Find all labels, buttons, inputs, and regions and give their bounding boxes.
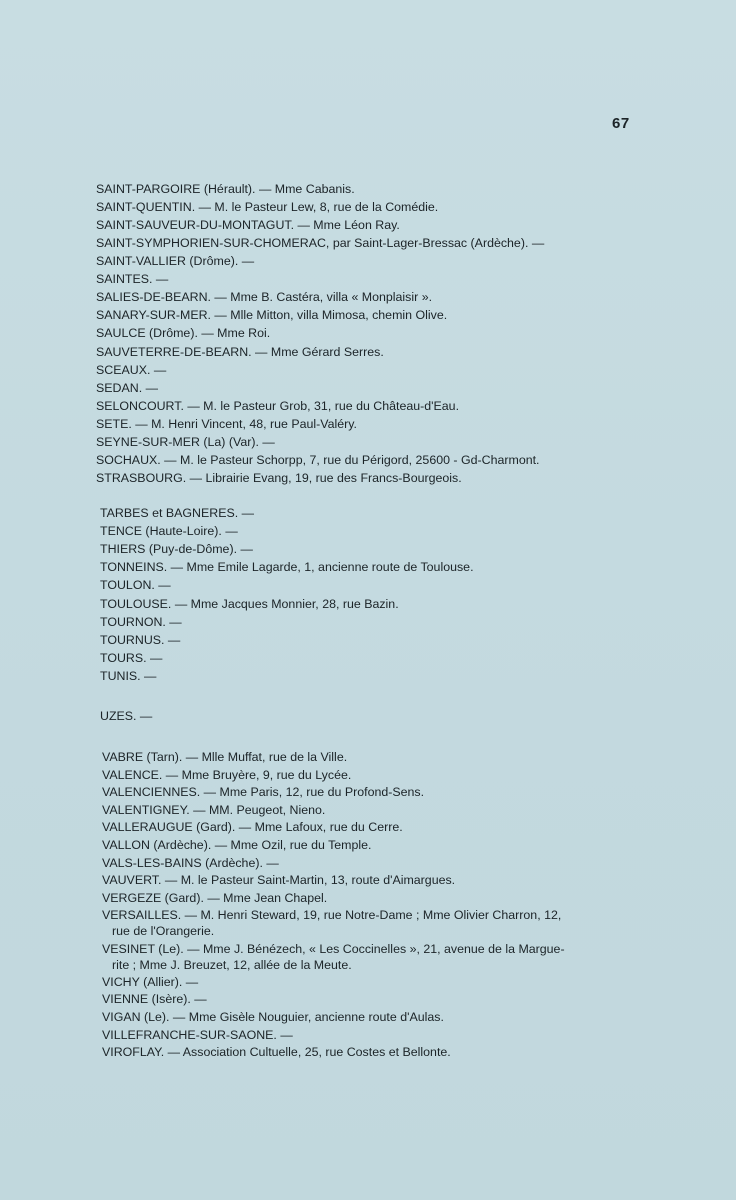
directory-entry: [0, 974, 736, 990]
directory-entry: [0, 614, 736, 630]
directory-entry: [0, 819, 736, 835]
entry-text: VICHY (Allier). —: [102, 974, 199, 989]
directory-entry: [0, 802, 736, 818]
directory-entry: [0, 596, 736, 612]
entry-text: VERGEZE (Gard). — Mme Jean Chapel.: [102, 890, 328, 905]
directory-entry: [0, 434, 736, 450]
directory-entry: [0, 784, 736, 800]
entry-text: SAINT-QUENTIN. — M. le Pasteur Lew, 8, rue de la Comédie.: [96, 200, 439, 215]
directory-entry: [0, 380, 736, 396]
directory-entry: [0, 523, 736, 539]
entry-text: VABRE (Tarn). — Mlle Muffat, rue de la Ville.: [102, 750, 348, 764]
directory-entry: [0, 541, 736, 557]
entry-text: VIROFLAY. — Association Cultuelle, 25, rue Costes et Bellonte.: [102, 1045, 451, 1060]
page-number: 67: [612, 115, 630, 132]
entry-text: VAUVERT. — M. le Pasteur Saint-Martin, 13, route d'Aimargues.: [102, 873, 456, 888]
directory-entry: [0, 1044, 736, 1060]
entry-text: VIENNE (Isère). —: [102, 992, 207, 1007]
directory-entry: [0, 941, 736, 973]
directory-entry: [0, 199, 736, 215]
entry-text: SAINT-SAUVEUR-DU-MONTAGUT. — Mme Léon Ray.: [96, 218, 400, 233]
entry-text: TUNIS. —: [100, 668, 157, 683]
entry-text: STRASBOURG. — Librairie Evang, 19, rue des Francs-Bourgeois.: [96, 470, 462, 485]
entry-text: TOURNUS. —: [100, 632, 181, 647]
directory-entry: [0, 907, 736, 939]
entry-text-continued: rue de l'Orangerie.: [112, 924, 215, 939]
entry-text: UZES. —: [100, 709, 153, 723]
directory-entry: [0, 344, 736, 360]
entry-text: VALENTIGNEY. — MM. Peugeot, Nieno.: [102, 802, 326, 817]
entry-text: VALENCE. — Mme Bruyère, 9, rue du Lycée.: [102, 767, 352, 782]
directory-entry: [0, 668, 736, 684]
directory-entry: [0, 235, 736, 251]
directory-entry: [0, 559, 736, 575]
directory-entry: [0, 289, 736, 305]
entry-text: VALENCIENNES. — Mme Paris, 12, rue du Profond-Sens.: [102, 785, 425, 800]
entry-text: SELONCOURT. — M. le Pasteur Grob, 31, rue du Château-d'Eau.: [96, 398, 460, 413]
entry-text: TOULON. —: [100, 578, 171, 593]
directory-entry: [0, 708, 736, 724]
directory-entry: [0, 307, 736, 323]
entry-text: VALLERAUGUE (Gard). — Mme Lafoux, rue du Cerre.: [102, 820, 403, 835]
entry-text: VERSAILLES. — M. Henri Steward, 19, rue Notre-Dame ; Mme Olivier Charron, 12,: [102, 908, 562, 923]
entry-text: VALS-LES-BAINS (Ardèche). —: [102, 855, 279, 870]
entry-text: VILLEFRANCHE-SUR-SAONE. —: [102, 1027, 293, 1042]
directory-entry: [0, 398, 736, 414]
directory-entry: [0, 181, 736, 197]
directory-entry: [0, 991, 736, 1007]
entry-text: SETE. — M. Henri Vincent, 48, rue Paul-Valéry.: [96, 416, 357, 431]
directory-entry: [0, 217, 736, 233]
entry-text: TENCE (Haute-Loire). —: [100, 524, 238, 539]
entry-text: TOURS. —: [100, 650, 163, 665]
entry-text: SEDAN. —: [96, 380, 158, 395]
entry-text: TONNEINS. — Mme Emile Lagarde, 1, ancienne route de Toulouse.: [100, 560, 474, 575]
directory-entry: [0, 632, 736, 648]
directory-entry: [0, 890, 736, 906]
entry-text: THIERS (Puy-de-Dôme). —: [100, 542, 253, 557]
entry-text: SALIES-DE-BEARN. — Mme B. Castéra, villa « Monplaisir ».: [96, 290, 433, 305]
entry-text: SCEAUX. —: [96, 362, 167, 377]
entry-text: SAINTES. —: [96, 272, 169, 287]
entry-text: SOCHAUX. — M. le Pasteur Schorpp, 7, rue du Périgord, 25600 - Gd-Charmont.: [96, 452, 540, 467]
entry-text: VESINET (Le). — Mme J. Bénézech, « Les Coccinelles », 21, avenue de la Margue-: [102, 941, 565, 956]
entry-text: SAINT-SYMPHORIEN-SUR-CHOMERAC, par Saint-Lager-Bressac (Ardèche). —: [96, 236, 545, 251]
directory-entry: [0, 855, 736, 871]
directory-entry: [0, 837, 736, 853]
entry-text: TOULOUSE. — Mme Jacques Monnier, 28, rue Bazin.: [100, 596, 399, 611]
entry-text: TOURNON. —: [100, 614, 182, 629]
directory-entry: [0, 253, 736, 269]
directory-entry: [0, 872, 736, 888]
entry-text: SAUVETERRE-DE-BEARN. — Mme Gérard Serres.: [96, 344, 384, 359]
directory-entry: [0, 452, 736, 468]
entry-text: TARBES et BAGNERES. —: [100, 506, 255, 520]
directory-entry: [0, 577, 736, 593]
entry-text: SAINT-PARGOIRE (Hérault). — Mme Cabanis.: [96, 182, 355, 196]
directory-entry: [0, 362, 736, 378]
entry-text: VIGAN (Le). — Mme Gisèle Nouguier, ancienne route d'Aulas.: [102, 1010, 444, 1024]
directory-entry: [0, 1009, 736, 1025]
directory-entry: [0, 505, 736, 521]
directory-entry: [0, 650, 736, 666]
directory-entry: [0, 749, 736, 765]
directory-entry: [0, 470, 736, 486]
directory-entry: [0, 271, 736, 287]
directory-entry: [0, 416, 736, 432]
entry-text: SAINT-VALLIER (Drôme). —: [96, 254, 255, 269]
directory-entry: [0, 1027, 736, 1043]
entry-text: VALLON (Ardèche). — Mme Ozil, rue du Temple.: [102, 838, 372, 852]
directory-entry: [0, 767, 736, 783]
entry-text-continued: rite ; Mme J. Breuzet, 12, allée de la Meute.: [112, 957, 352, 972]
entry-text: SANARY-SUR-MER. — Mlle Mitton, villa Mimosa, chemin Olive.: [96, 308, 448, 323]
entry-text: SEYNE-SUR-MER (La) (Var). —: [96, 434, 275, 449]
entry-text: SAULCE (Drôme). — Mme Roi.: [96, 326, 271, 341]
directory-entry: [0, 325, 736, 341]
